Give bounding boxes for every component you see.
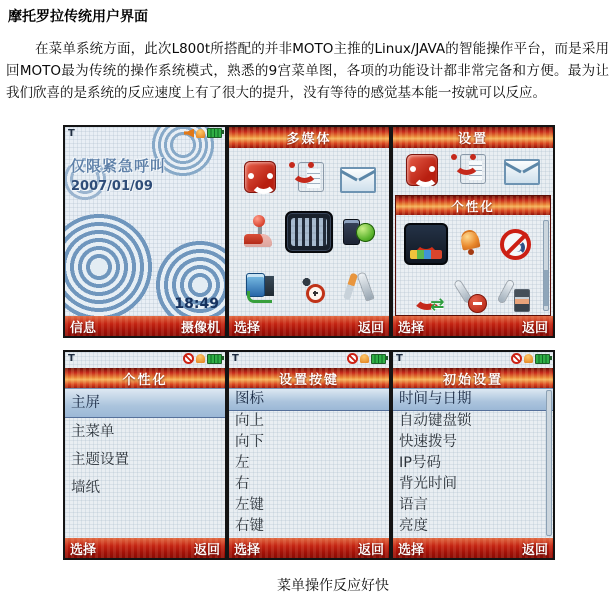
silent-icon	[347, 353, 358, 364]
softkey-bar	[65, 538, 225, 558]
phonebook-icon[interactable]	[406, 154, 438, 186]
ring-off-icon[interactable]	[500, 229, 531, 260]
status-bar	[65, 352, 225, 368]
softkey-bar	[65, 316, 225, 336]
softkey-back[interactable]: 返回	[521, 320, 548, 336]
signal-indicator: T	[396, 353, 403, 364]
office-tools-icon[interactable]	[292, 270, 326, 304]
popup-icon-grid	[396, 215, 550, 313]
speaker-icon	[184, 129, 194, 138]
list-item-5[interactable]: 右	[235, 476, 250, 492]
silent-icon	[183, 353, 194, 364]
list-item-1[interactable]: 时间与日期	[393, 388, 553, 411]
list-title: 初始设置	[393, 368, 553, 389]
screen-multimedia-menu	[227, 125, 391, 338]
home-time: 18:49	[174, 296, 219, 312]
multimedia-icon[interactable]	[285, 211, 333, 253]
recent-calls-icon[interactable]	[298, 162, 324, 192]
softkey-select[interactable]: 选择	[234, 542, 261, 558]
bell-icon	[196, 354, 205, 363]
ring-styles-icon[interactable]	[454, 227, 488, 261]
list-item-7[interactable]: 亮度	[399, 518, 428, 534]
list-title: 个性化	[65, 368, 225, 389]
list-item-5[interactable]: 背光时间	[399, 476, 457, 492]
softkey-select[interactable]: 选择	[70, 542, 97, 558]
list-item-2[interactable]: 自动键盘锁	[399, 413, 472, 429]
personalize-popup	[395, 195, 551, 316]
web-access-icon[interactable]	[341, 215, 375, 249]
menu-list	[65, 388, 225, 538]
row-gap	[63, 338, 555, 350]
screen-home	[63, 125, 227, 338]
menu-title: 设置	[393, 127, 553, 148]
menu-list	[229, 388, 389, 538]
list-item-6[interactable]: 左键	[235, 497, 264, 513]
call-forward-icon[interactable]	[409, 279, 443, 313]
softkey-select[interactable]: 选择	[398, 320, 425, 336]
bell-icon	[196, 129, 205, 138]
list-item-1[interactable]: 主屏	[65, 388, 225, 418]
softkey-back[interactable]: 返回	[357, 320, 384, 336]
softkey-back[interactable]: 返回	[193, 542, 220, 558]
home-date: 2007/01/09	[71, 179, 153, 194]
connection-icon[interactable]	[243, 270, 277, 304]
signal-indicator: T	[68, 128, 75, 139]
menu-icon-grid	[229, 148, 389, 316]
list-item-2[interactable]: 向上	[235, 413, 264, 429]
softkey-select[interactable]: 选择	[398, 542, 425, 558]
battery-icon	[207, 128, 222, 138]
softkey-bar	[393, 538, 553, 558]
phonebook-icon[interactable]	[244, 161, 276, 193]
battery-icon	[371, 354, 386, 364]
status-bar	[229, 352, 389, 368]
menu-title: 多媒体	[229, 127, 389, 148]
softkey-camera[interactable]: 摄像机	[180, 320, 220, 336]
games-icon[interactable]	[243, 215, 277, 249]
network-notice: 仅限紧急呼叫	[70, 157, 167, 175]
softkey-bar	[393, 316, 553, 336]
recent-calls-icon[interactable]	[460, 154, 486, 184]
bell-icon	[360, 354, 369, 363]
status-bar	[393, 352, 553, 368]
popup-scrollbar[interactable]	[543, 220, 549, 311]
silent-icon	[511, 353, 522, 364]
list-item-6[interactable]: 语言	[399, 497, 428, 513]
list-title: 设置按键	[229, 368, 389, 389]
softkey-back[interactable]: 返回	[357, 542, 384, 558]
messages-icon[interactable]	[340, 167, 376, 193]
list-item-2[interactable]: 主菜单	[71, 424, 115, 440]
screen-personalize-list	[63, 350, 227, 560]
screen-settings-menu	[391, 125, 555, 338]
article-title: 摩托罗拉传统用户界面	[8, 9, 148, 25]
list-item-3[interactable]: 快速拨号	[399, 434, 457, 450]
list-item-4[interactable]: IP号码	[399, 455, 442, 471]
status-bar	[65, 127, 225, 143]
phone-screenshots-grid	[63, 125, 555, 560]
screen-set-keys-list	[227, 350, 391, 560]
battery-icon	[207, 354, 222, 364]
phone-setup-icon[interactable]	[499, 279, 533, 313]
list-item-3[interactable]: 向下	[235, 434, 264, 450]
list-item-4[interactable]: 墙纸	[71, 480, 100, 496]
battery-icon	[535, 354, 550, 364]
list-item-7[interactable]: 右键	[235, 518, 264, 534]
screen-initial-setup-list	[391, 350, 555, 560]
article-paragraph: 在菜单系统方面，此次L800t所搭配的并非MOTO主推的Linux/JAVA的智能操作平台，而是采用回MOTO最为传统的操作系统模式，熟悉的9宫菜单图，各项的功能设计都非常完备和方便。最为让我们欣喜的是系统的反应速度上有了很大的提升，没有等待的感觉基本能一按就可以反应。	[6, 41, 609, 101]
list-item-3[interactable]: 主题设置	[71, 452, 129, 468]
softkey-back[interactable]: 返回	[521, 542, 548, 558]
in-call-setup-icon[interactable]	[454, 279, 488, 313]
image-caption: 菜单操作反应好快	[277, 578, 389, 594]
popup-title: 个性化	[396, 196, 550, 215]
softkey-bar	[229, 538, 389, 558]
signal-indicator: T	[68, 353, 75, 364]
menu-list	[393, 388, 553, 538]
signal-indicator: T	[232, 353, 239, 364]
messages-icon[interactable]	[504, 159, 540, 185]
softkey-bar	[229, 316, 389, 336]
background-icon-row	[393, 148, 553, 192]
list-item-4[interactable]: 左	[235, 455, 250, 471]
softkey-messages[interactable]: 信息	[70, 320, 97, 336]
list-item-1[interactable]: 图标	[229, 388, 389, 411]
softkey-select[interactable]: 选择	[234, 320, 261, 336]
bell-icon	[524, 354, 533, 363]
personalize-icon[interactable]	[404, 223, 448, 265]
settings-icon[interactable]	[341, 270, 375, 304]
